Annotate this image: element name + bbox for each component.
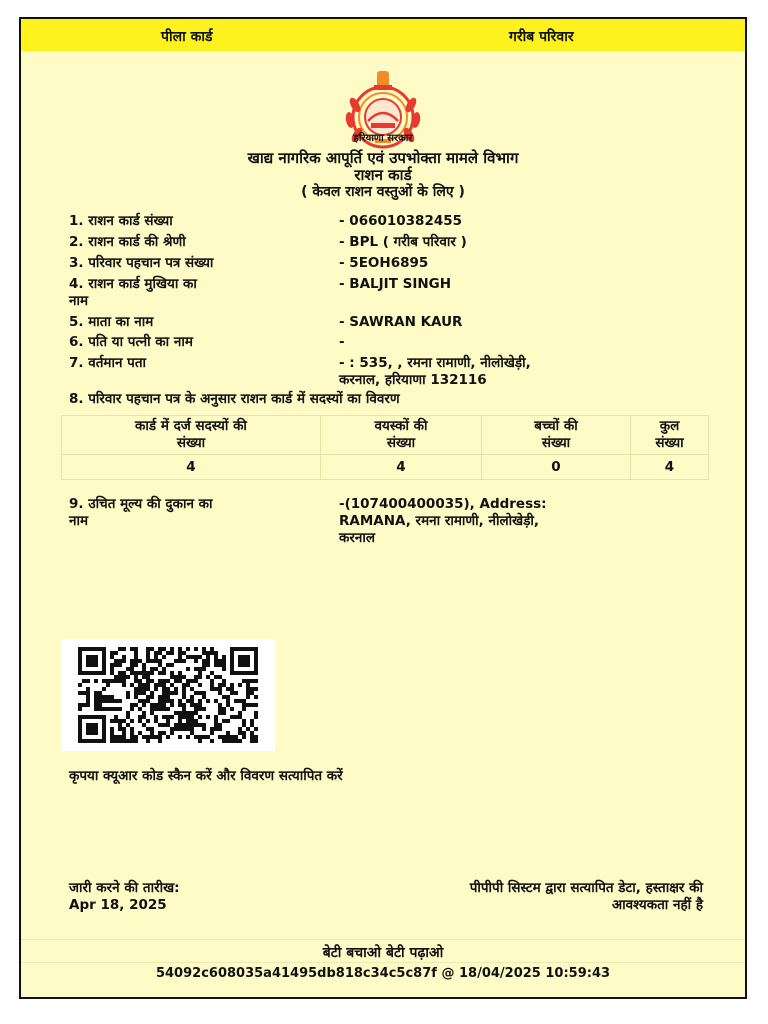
family-id-label: 3. परिवार पहचान पत्र संख्या <box>69 255 214 271</box>
mother-name-label: 5. माता का नाम <box>69 314 154 330</box>
members-heading: 8. परिवार पहचान पत्र के अनुसार राशन कार्ड में सदस्यों का विवरण <box>69 391 400 407</box>
shop-value: -(107400400035), Address: RAMANA, रमना रामाणी, नीलोखेड़ी, करनाल <box>339 496 547 546</box>
members-table <box>61 415 709 480</box>
verification-note: पीपीपी सिस्टम द्वारा सत्यापित डेटा, हस्ताक्षर की आवश्यकता नहीं है <box>469 880 703 913</box>
table-cell: 4 <box>631 455 709 480</box>
ration-card <box>19 17 747 999</box>
category-label: 2. राशन कार्ड की श्रेणी <box>69 234 186 250</box>
address-value: - : 535, , रमना रामाणी, नीलोखेड़ी, करनाल, हरियाणा 132116 <box>339 355 531 388</box>
family-id-value: - 5EOH6895 <box>339 255 429 271</box>
table-header-row <box>62 416 709 455</box>
table-header-cell: कुल संख्या <box>631 416 709 455</box>
table-row <box>62 455 709 480</box>
table-header-cell: बच्चों की संख्या <box>482 416 631 455</box>
footer-slogan: बेटी बचाओ बेटी पढ़ाओ <box>322 945 444 961</box>
card-type-label: पीला कार्ड <box>161 29 213 45</box>
footer-hash: 54092c608035a41495db818c34c5c87f @ 18/04/2025 10:59:43 <box>155 966 611 981</box>
document-title: राशन कार्ड <box>354 166 412 184</box>
mother-name-value: - SAWRAN KAUR <box>339 314 463 330</box>
card-header-bar <box>21 19 745 51</box>
table-cell: 4 <box>321 455 482 480</box>
address-label: 7. वर्तमान पता <box>69 355 147 371</box>
head-name-value: - BALJIT SINGH <box>339 276 452 292</box>
card-number-value: - 066010382455 <box>339 213 463 229</box>
table-cell: 4 <box>62 455 321 480</box>
table-header-cell: कार्ड में दर्ज सदस्यों की संख्या <box>62 416 321 455</box>
spouse-name-label: 6. पति या पत्नी का नाम <box>69 334 193 350</box>
card-number-label: 1. राशन कार्ड संख्या <box>69 213 173 229</box>
table-header-cell: वयस्कों की संख्या <box>321 416 482 455</box>
issue-date-label: जारी करने की तारीख: <box>69 880 180 896</box>
head-name-label: 4. राशन कार्ड मुखिया का नाम <box>69 276 197 309</box>
issue-date-value: Apr 18, 2025 <box>69 897 167 913</box>
family-type-label: गरीब परिवार <box>509 29 574 45</box>
table-cell: 0 <box>482 455 631 480</box>
shop-label: 9. उचित मूल्य की दुकान का नाम <box>69 496 213 529</box>
qr-code-icon <box>61 639 275 751</box>
government-name: हरियाणा सरकार <box>353 133 413 144</box>
department-name: खाद्य नागरिक आपूर्ति एवं उपभोक्ता मामले विभाग <box>247 149 519 167</box>
footer-divider <box>21 939 745 940</box>
qr-instruction: कृपया क्यूआर कोड स्कैन करें और विवरण सत्यापित करें <box>69 768 343 784</box>
document-note: ( केवल राशन वस्तुओं के लिए ) <box>301 184 465 200</box>
category-value: - BPL ( गरीब परिवार ) <box>339 234 467 250</box>
spouse-name-value: - <box>339 334 345 350</box>
footer-divider <box>21 962 745 963</box>
